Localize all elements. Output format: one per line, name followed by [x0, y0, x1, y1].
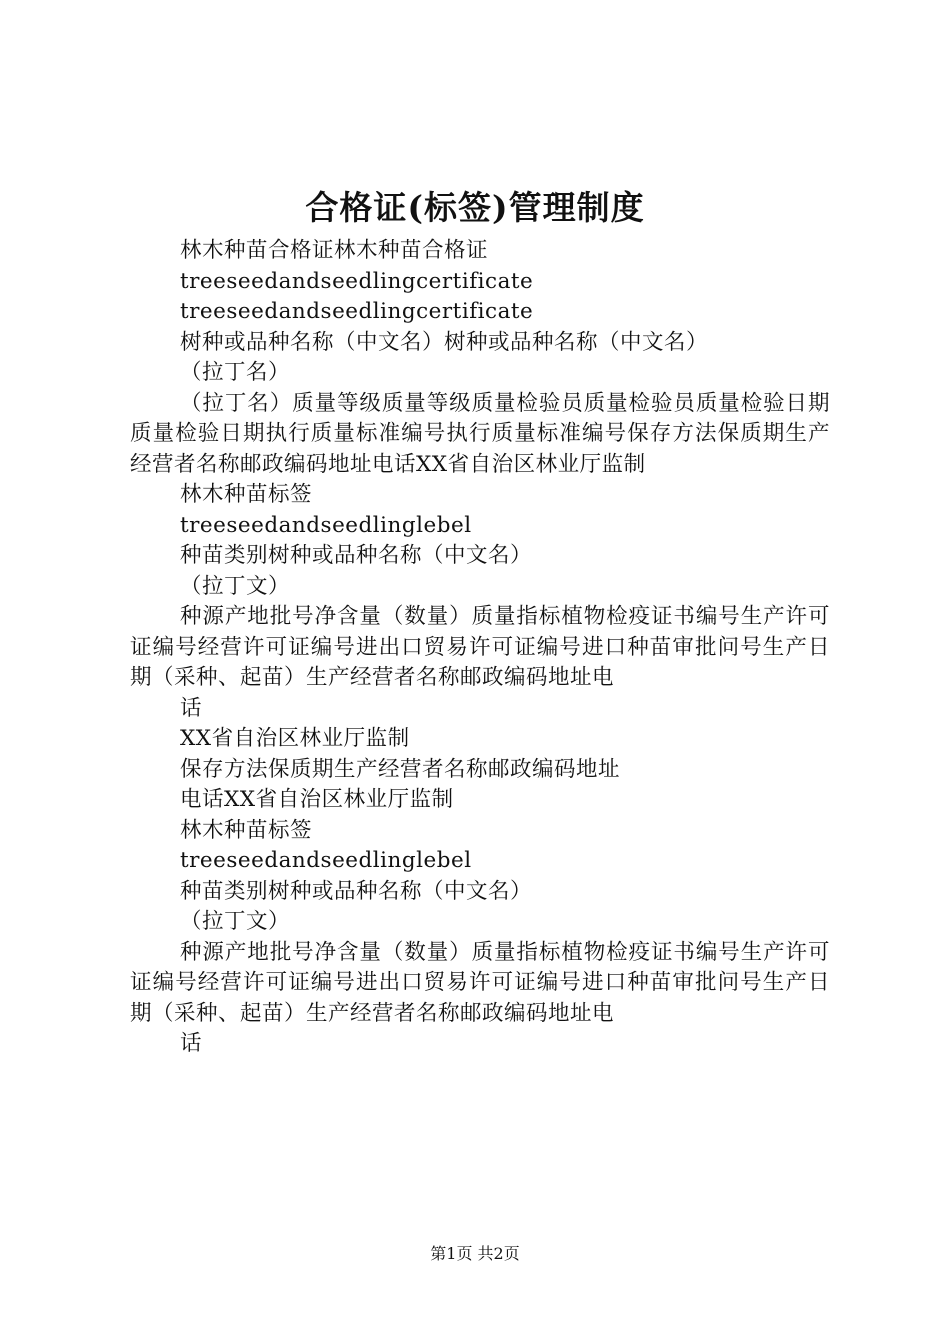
text-line: 保存方法保质期生产经营者名称邮政编码地址	[180, 756, 621, 782]
text-line: 林木种苗合格证林木种苗合格证	[180, 238, 489, 263]
text-paragraph: 种源产地批号净含量（数量）质量指标植物检疫证书编号生产许可证编号经营许可证编号进出口贸易许可证编号进口种苗审批问号生产日期（采种、起苗）生产经营者名称邮政编码地址电	[130, 939, 830, 1026]
text-line: treeseedandseedlingcertificate	[180, 268, 534, 294]
text-line: 林木种苗标签	[180, 817, 313, 843]
text-line: 树种或品种名称（中文名）树种或品种名称（中文名）	[180, 329, 709, 355]
text-line: 林木种苗标签	[180, 482, 313, 507]
page-footer: 第1页 共2页	[430, 1244, 520, 1263]
text-line: （拉丁文）	[180, 909, 291, 934]
document-body	[130, 236, 830, 1060]
text-line: 话	[180, 1031, 203, 1056]
text-line: 话	[180, 695, 203, 721]
text-line: treeseedandseedlinglebel	[180, 512, 472, 538]
text-line: 种苗类别树种或品种名称（中文名）	[180, 878, 533, 904]
text-line: treeseedandseedlinglebel	[180, 848, 472, 873]
text-line: （拉丁文）	[180, 573, 291, 599]
document-title: 合格证(标签)管理制度	[305, 188, 645, 227]
text-line: 电话XX省自治区林业厅监制	[180, 787, 454, 812]
text-paragraph: （拉丁名）质量等级质量等级质量检验员质量检验员质量检验日期质量检验日期执行质量标准编号执行质量标准编号保存方法保质期生产经营者名称邮政编码地址电话XX省自治区林业厅监制	[130, 390, 830, 477]
text-line: treeseedandseedlingcertificate	[180, 299, 534, 324]
text-line: 种苗类别树种或品种名称（中文名）	[180, 543, 533, 568]
text-paragraph: 种源产地批号净含量（数量）质量指标植物检疫证书编号生产许可证编号经营许可证编号进出口贸易许可证编号进口种苗审批问号生产日期（采种、起苗）生产经营者名称邮政编码地址电	[130, 604, 830, 690]
text-line: （拉丁名）	[180, 360, 291, 385]
text-line: XX省自治区林业厅监制	[180, 726, 410, 751]
